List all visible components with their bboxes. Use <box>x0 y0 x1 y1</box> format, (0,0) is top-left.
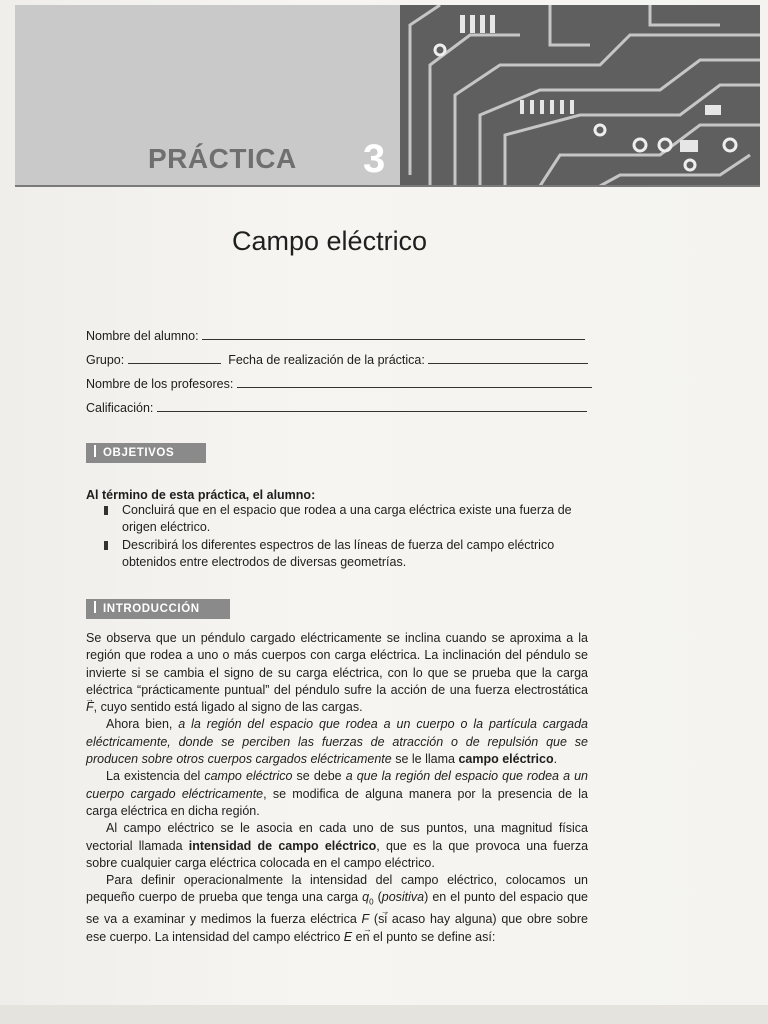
field-profesores <box>86 375 592 391</box>
vector-f-symbol: → F <box>362 912 370 926</box>
practica-number: 3 <box>363 137 386 181</box>
blank-line[interactable] <box>428 351 588 364</box>
intro-paragraph: Para definir operacionalmente la intensidad del campo eléctrico, colocamos un pequeño cuerpo de prueba que tenga una carga $q_0$ (positiva) en el punto del espacio que se va a examinar y medimos la fuerza eléctrica → F (si acaso hay alguna) que obre sobre ese cuerpo. La intensidad del campo eléctrico → E en el punto se define así: <box>86 872 588 946</box>
bullet-icon <box>104 506 108 515</box>
section-label: INTRODUCCIÓN <box>103 603 200 615</box>
blank-line[interactable] <box>157 399 587 412</box>
blank-line[interactable] <box>202 327 585 340</box>
blank-line[interactable] <box>237 375 592 388</box>
vector-e-symbol: → E <box>344 930 352 944</box>
intro-paragraph: Ahora bien, a la región del espacio que rodea a un cuerpo o la partícula cargada eléctricamente, donde se perciben las fuerzas de atracción o de repulsión que se producen sobre otros cuerpos cargados eléctricamente se le llama campo eléctrico. <box>86 717 588 767</box>
section-label: OBJETIVOS <box>103 447 175 459</box>
page-bottom-edge <box>0 1005 768 1024</box>
objetivo-text: Describirá los diferentes espectros de las líneas de fuerza del campo eléctrico obtenidos entre electrodos de diversas geometrías. <box>122 538 555 569</box>
section-bar-icon <box>94 601 96 613</box>
section-objetivos <box>86 443 206 463</box>
practice-header <box>15 5 760 186</box>
vector-f-symbol: → F <box>86 700 94 714</box>
objetivo-item <box>104 502 588 536</box>
section-introduccion <box>86 599 230 619</box>
blank-line[interactable] <box>128 351 221 364</box>
field-label: Nombre del alumno: <box>86 329 199 343</box>
field-label: Calificación: <box>86 401 154 415</box>
field-label: Fecha de realización de la práctica: <box>228 353 425 367</box>
intro-paragraph: Se observa que un péndulo cargado eléctricamente se inclina cuando se aproxima a la región que rodea a uno o más cuerpos con carga eléctrica. La inclinación del péndulo se invierte si se cambia el signo de su carga eléctrica, con lo que se prueba que la carga eléctrica “prácticamente puntual” del péndulo sufre la acción de una fuerza electrostática → F, cuyo sentido está ligado al signo de las cargas. <box>86 630 588 716</box>
intro-paragraph: Al campo eléctrico se le asocia en cada uno de sus puntos, una magnitud física vectorial llamada intensidad de campo eléctrico, que es la que provoca una fuerza sobre cualquier carga eléctrica colocada en el campo eléctrico. <box>86 821 589 870</box>
field-label: Nombre de los profesores: <box>86 377 234 391</box>
page-title: Campo eléctrico <box>232 226 428 256</box>
field-label: Grupo: <box>86 353 125 367</box>
header-divider <box>15 185 760 187</box>
objetivos-lead: Al término de esta práctica, el alumno: <box>86 488 316 502</box>
field-nombre-alumno <box>86 327 585 343</box>
bullet-icon <box>104 541 108 550</box>
section-bar-icon <box>94 445 96 457</box>
introduccion-body <box>86 630 588 946</box>
intro-paragraph: La existencia del campo eléctrico se debe a que la región del espacio que rodea a un cuerpo cargado eléctricamente, se modifica de alguna manera por la presencia de la carga eléctrica en dicha región. <box>86 769 588 818</box>
objetivo-item <box>104 537 588 571</box>
circuit-board-image <box>400 5 760 186</box>
field-calificacion <box>86 399 587 415</box>
practica-label: PRÁCTICA <box>148 143 297 174</box>
field-grupo <box>86 351 588 367</box>
objetivo-text: Concluirá que en el espacio que rodea a una carga eléctrica existe una fuerza de origen eléctrico. <box>122 503 572 534</box>
